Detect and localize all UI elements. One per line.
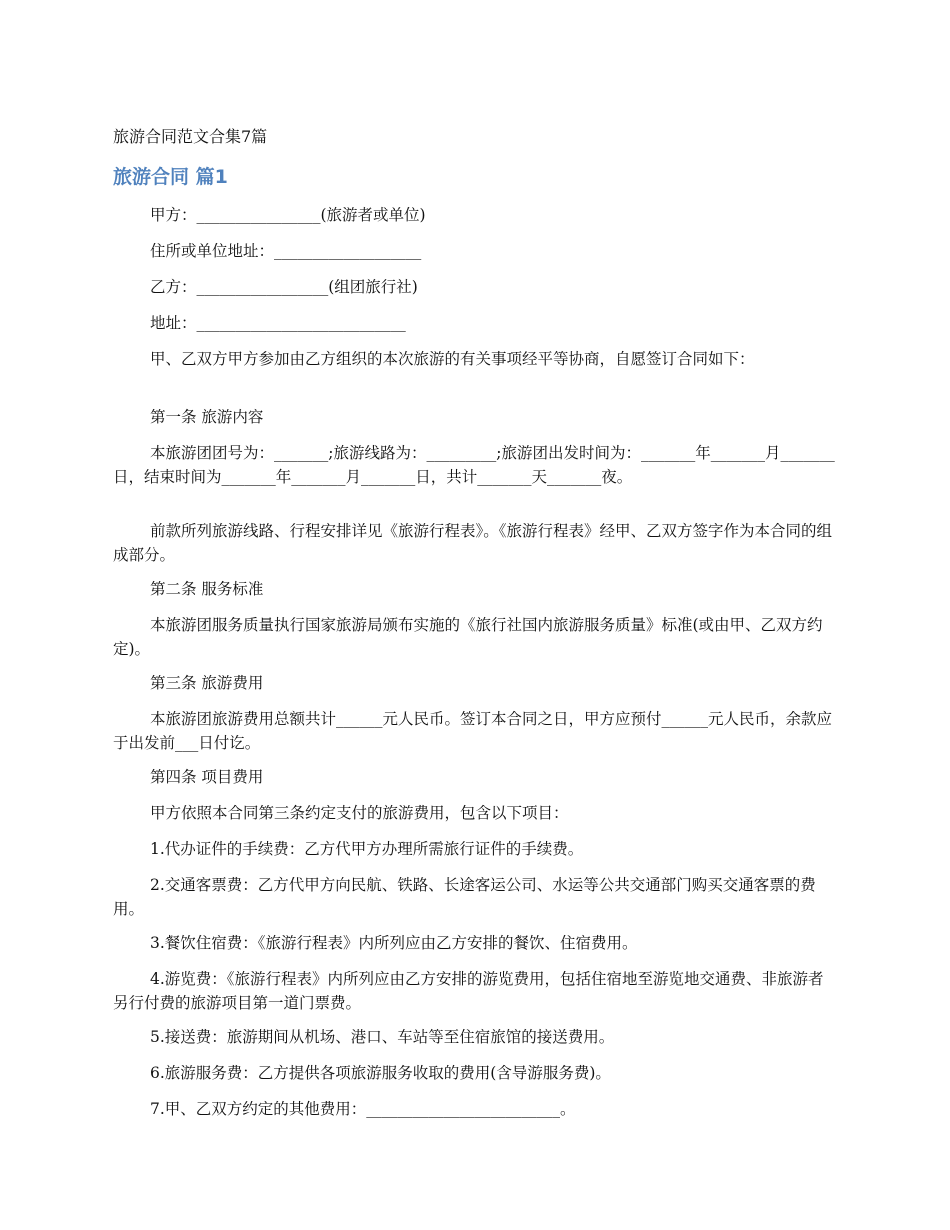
article-1-heading: 第一条 旅游内容 (150, 408, 264, 426)
tour-content-paragraph: 本旅游团团号为：_______;旅游线路为：_________;旅游团出发时间为：_______年_______月_______日，结束时间为_______年_______月_______日，共计_______天_______夜。 (113, 444, 835, 486)
party-b-line: 乙方：_________________(组团旅行社) (150, 278, 418, 296)
fee-item-6: 6.旅游服务费：乙方提供各项旅游服务收取的费用(含导游服务费)。 (150, 1064, 611, 1082)
fee-items-intro: 甲方依照本合同第三条约定支付的旅游费用，包含以下项目： (150, 804, 569, 822)
article-4-heading: 第四条 项目费用 (150, 768, 264, 786)
document-title: 旅游合同范文合集7篇 (113, 127, 268, 146)
preamble-paragraph: 甲、乙双方甲方参加由乙方组织的本次旅游的有关事项经平等协商，自愿签订合同如下： (150, 350, 755, 368)
service-standard-paragraph: 本旅游团服务质量执行国家旅游局颁布实施的《旅行社国内旅游服务质量》标准(或由甲、乙双方约定)。 (113, 616, 823, 658)
fee-item-4: 4.游览费：《旅游行程表》内所列应由乙方安排的游览费用，包括住宿地至游览地交通费、非旅游者另行付费的旅游项目第一道门票费。 (113, 970, 824, 1012)
fee-item-5: 5.接送费：旅游期间从机场、港口、车站等至住宿旅馆的接送费用。 (150, 1028, 615, 1046)
party-a-address-line: 住所或单位地址：___________________ (150, 242, 422, 260)
fee-item-3: 3.餐饮住宿费：《旅游行程表》内所列应由乙方安排的餐饮、住宿费用。 (150, 934, 638, 952)
party-a-line: 甲方：________________(旅游者或单位) (150, 206, 426, 224)
article-3-heading: 第三条 旅游费用 (150, 674, 264, 692)
fee-item-1: 1.代办证件的手续费：乙方代甲方办理所需旅行证件的手续费。 (150, 840, 584, 858)
party-b-address-line: 地址：___________________________ (150, 314, 406, 332)
section-heading: 旅游合同 篇1 (113, 166, 228, 188)
tour-fee-paragraph: 本旅游团旅游费用总额共计______元人民币。签订本合同之日，甲方应预付______元人民币，余款应于出发前___日付讫。 (113, 710, 833, 752)
itinerary-paragraph: 前款所列旅游线路、行程安排详见《旅游行程表》。《旅游行程表》经甲、乙双方签字作为本合同的组成部分。 (113, 522, 833, 564)
fee-item-7: 7.甲、乙双方约定的其他费用：_________________________。 (150, 1100, 576, 1118)
fee-item-2: 2.交通客票费：乙方代甲方向民航、铁路、长途客运公司、水运等公共交通部门购买交通客票的费用。 (113, 876, 816, 918)
article-2-heading: 第二条 服务标准 (150, 580, 264, 598)
